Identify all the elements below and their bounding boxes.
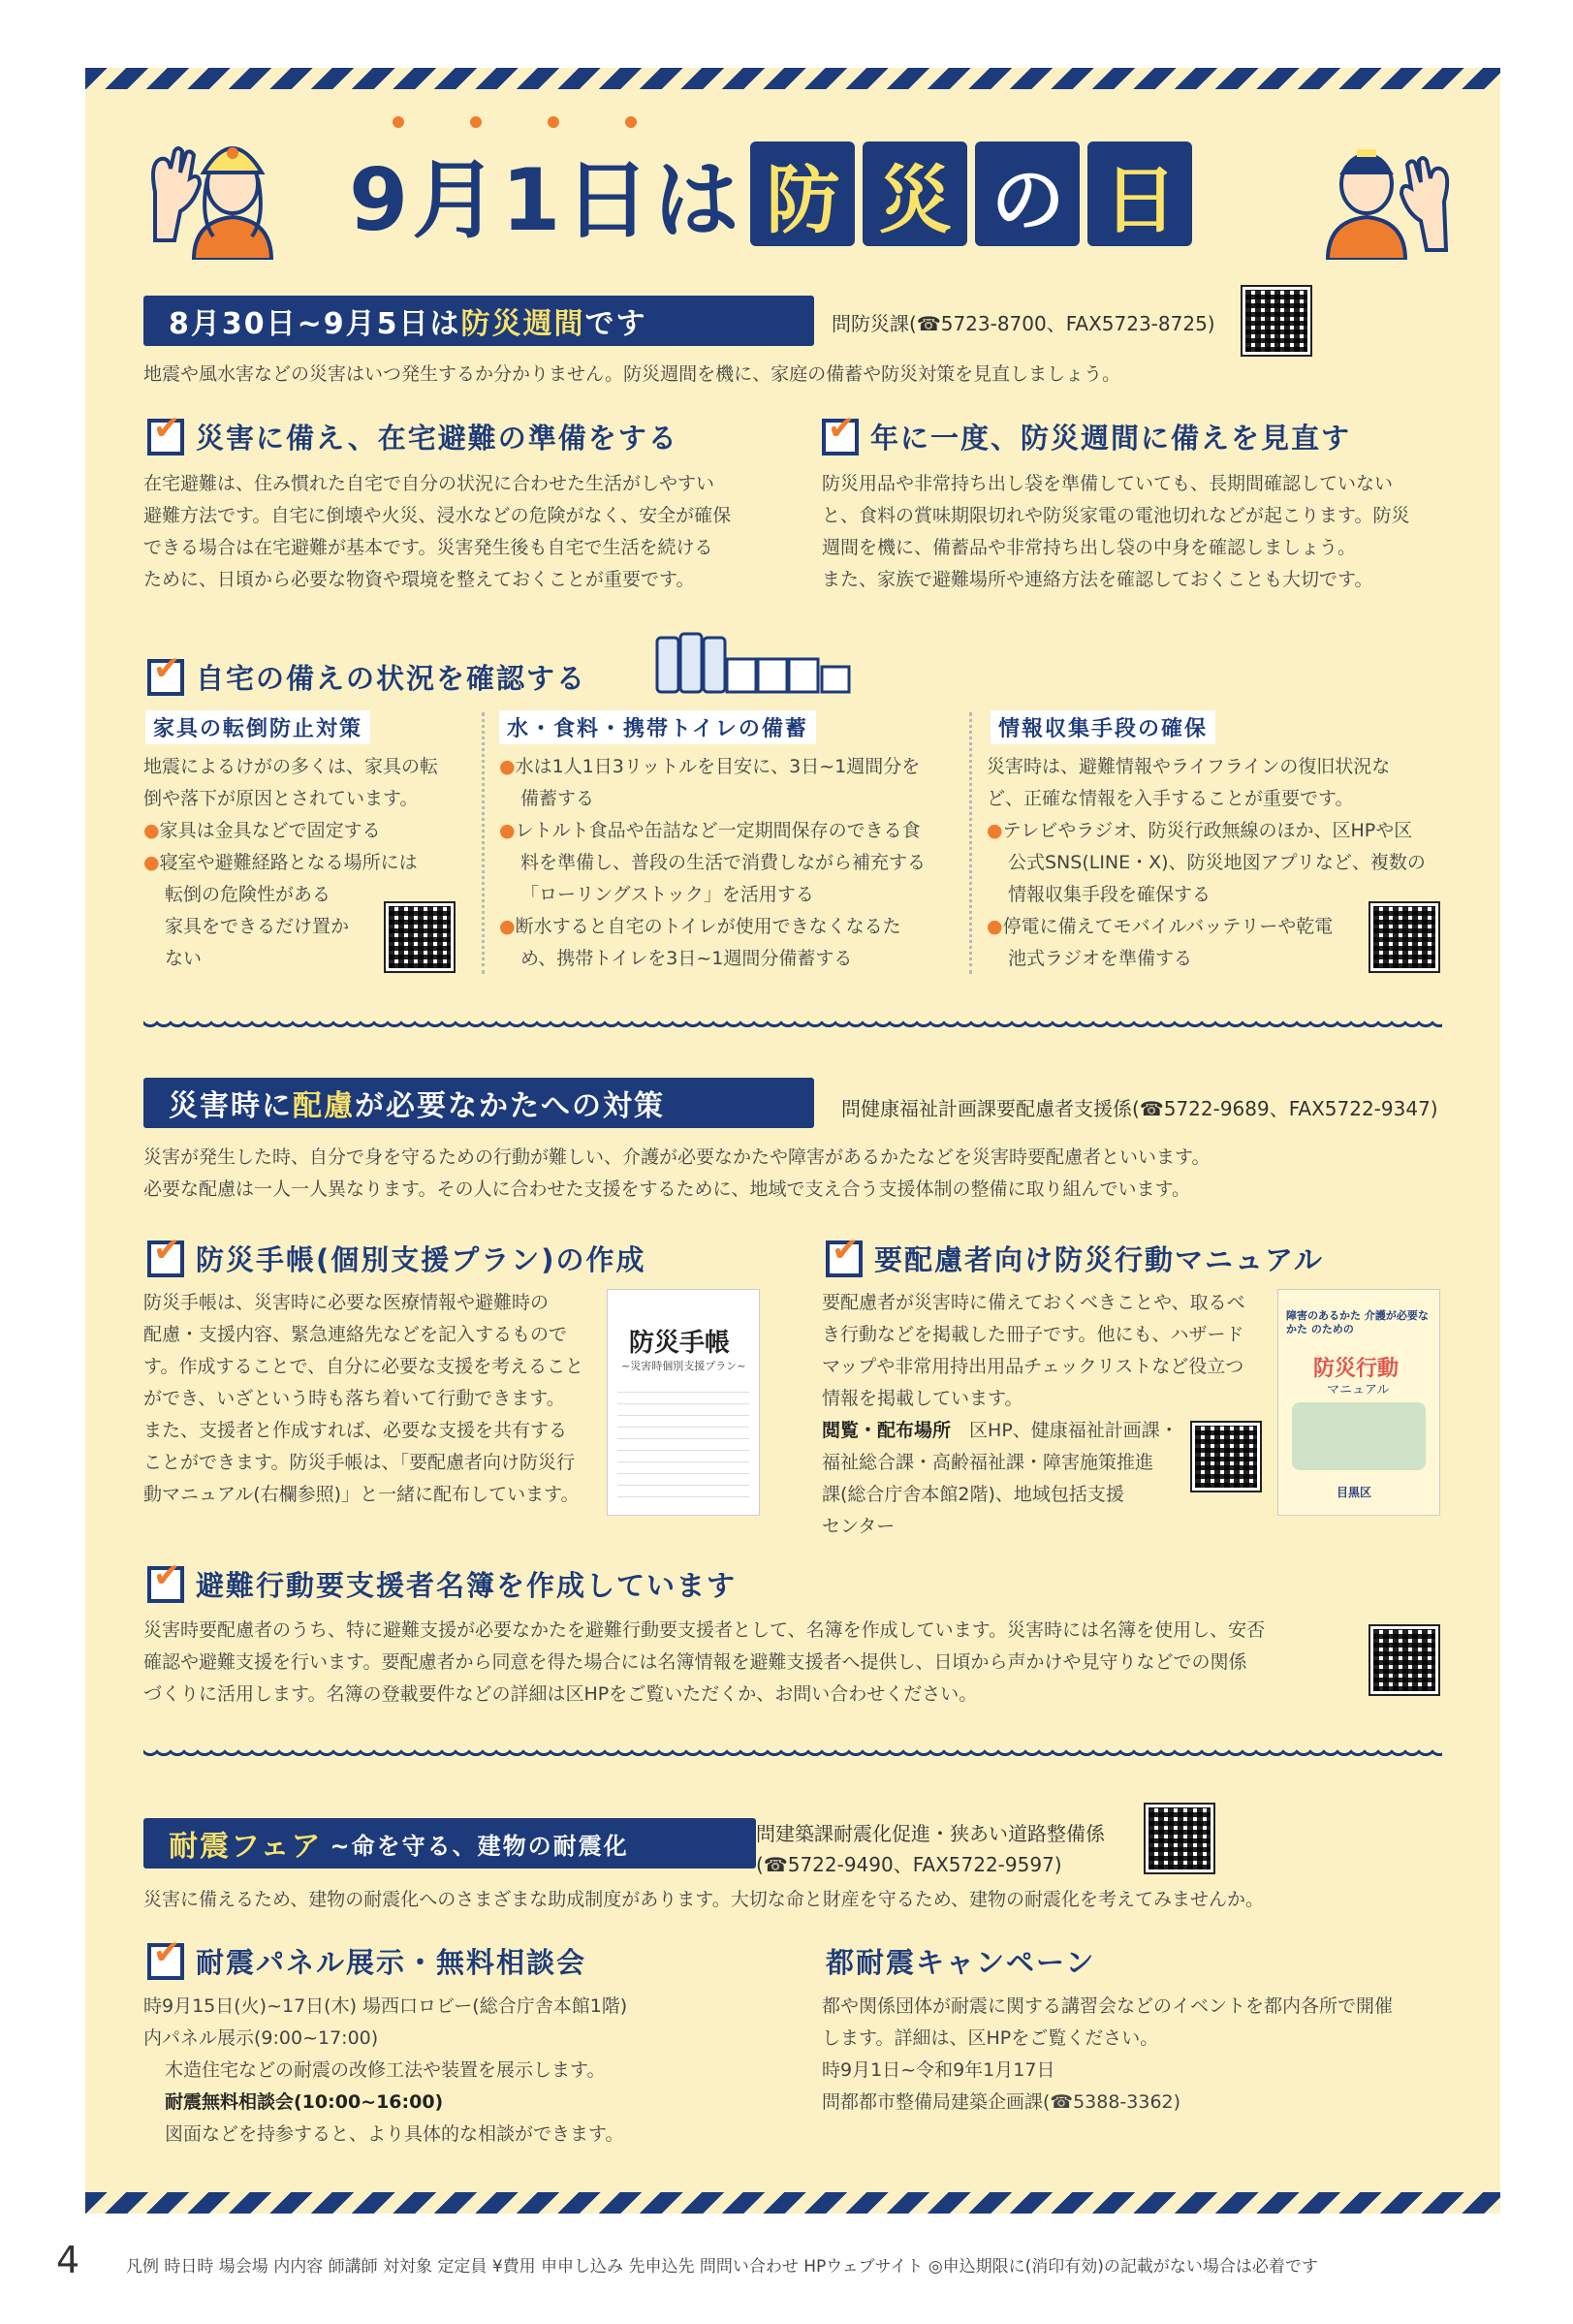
col2-bullet-text: レトルト食品や缶詰など一定期間保存のできる食 (515, 820, 921, 841)
panel-line: 図面などを持参すると、より具体的な相談ができます。 (165, 2123, 624, 2145)
sec1-body (143, 468, 773, 596)
panel-body (143, 1991, 783, 2151)
manual-image-footer: 目黒区 (1337, 1486, 1372, 1499)
col3-bullet-text: テレビやラジオ、防災行政無線のほか、区HPや区 (1002, 820, 1413, 841)
roster-line: 確認や避難支援を行います。要配慮者から同意を得た場合には名簿情報を避難支援者へ提供し、日頃から声かけや見守りなどでの関係 (143, 1651, 1247, 1673)
col3-subheading: 情報収集手段の確保 (991, 710, 1215, 744)
check-icon (147, 659, 184, 696)
qr-code-info (1370, 903, 1438, 971)
col3-line: 災害時は、避難情報やライフラインの復旧状況な (987, 756, 1391, 777)
quake-contact-line: 問建築課耐震化促進・狭あい道路整備係 (756, 1822, 1105, 1845)
title-date: 9月1日は (349, 150, 743, 250)
sec1-heading-text: 災害に備え、在宅避難の準備をする (196, 422, 678, 455)
panel-heading (147, 1941, 586, 1981)
sec2-heading (822, 417, 1351, 456)
check-icon (147, 419, 184, 455)
male-firefighter-illustration (1299, 124, 1473, 260)
column-divider (969, 712, 972, 974)
care-contact: 問健康福祉計画課要配慮者支援係(☎5722-9689、FAX5722-9347) (841, 1097, 1438, 1120)
bullet-icon: ● (499, 820, 516, 841)
col1-subheading: 家具の転倒防止対策 (145, 710, 370, 744)
col1-line: 倒や落下が原因とされています。 (143, 788, 419, 809)
week-intro: 地震や風水害などの災害はいつ発生するか分かりません。防災週間を機に、家庭の備蓄や防災対策を見直しましょう。 (143, 363, 1121, 385)
qr-code-week (1243, 287, 1310, 355)
sec3-heading (147, 657, 586, 697)
roster-line: づくりに活用します。名簿の登載要件などの詳細は区HPをご覧いただくか、お問い合わせください。 (143, 1683, 978, 1705)
roster-body (143, 1615, 1345, 1711)
col1-bullet-text: 家具は金具などで固定する (159, 820, 381, 841)
qr-code-quake (1146, 1805, 1213, 1872)
legend: 凡例 時日時 場会場 内内容 師講師 対対象 定定員 ¥費用 申申し込み 先申込先 問問い合わせ HPウェブサイト ◎申込期限に(消印有効)の記載がない場合は必着です (126, 2257, 1318, 2277)
col1-line: 地震によるけがの多くは、家具の転 (143, 756, 439, 777)
col3-bullet-text: 池式ラジオを準備する (1008, 948, 1193, 969)
manual-line: マップや非常用持出用品チェックリストなど役立つ (822, 1356, 1244, 1377)
campaign-line: します。詳細は、区HPをご覧ください。 (822, 2027, 1159, 2049)
week-banner (143, 296, 814, 346)
manual-place-line: センター (822, 1516, 896, 1537)
panel-line: 時9月15日(火)~17日(木) 場西口ロビー(総合庁舎本館1階) (143, 1995, 628, 2017)
manual-line: 情報を掲載しています。 (822, 1388, 1023, 1409)
quake-banner (143, 1818, 756, 1869)
sec1-line: ために、日頃から必要な物資や環境を整えておくことが重要です。 (143, 569, 695, 590)
manual-line: き行動などを掲載した冊子です。他にも、ハザード (822, 1324, 1244, 1345)
roster-heading-text: 避難行動要支援者名簿を作成しています (196, 1569, 738, 1602)
check-icon (147, 1241, 184, 1277)
manual-place-line: 課(総合庁舎本館2階)、地域包括支援 (822, 1484, 1124, 1505)
manual-heading (826, 1239, 1324, 1278)
quake-banner-highlight: 耐震フェア (169, 1830, 323, 1864)
week-banner-pre: 8月30日~9月5日は (169, 307, 461, 341)
sec1-line: できる場合は在宅避難が基本です。災害発生後も自宅で生活を続ける (143, 537, 713, 558)
panel-line: 木造住宅などの耐震の改修工法や装置を展示します。 (165, 2059, 606, 2081)
sec1-heading (147, 417, 678, 456)
sec2-heading-text: 年に一度、防災週間に備えを見直す (870, 422, 1352, 455)
notebook-image-subtitle: ~災害時個別支援プラン~ (621, 1360, 746, 1372)
care-banner-pre: 災害時に (169, 1089, 293, 1123)
panel-line: 内パネル展示(9:00~17:00) (143, 2027, 379, 2049)
manual-image (1277, 1289, 1440, 1516)
care-banner-post: が必要なかたへの対策 (355, 1089, 665, 1123)
manual-image-illustration (1292, 1402, 1426, 1470)
notebook-image (607, 1289, 760, 1516)
quake-contact (756, 1818, 1105, 1880)
manual-body (822, 1287, 1248, 1543)
manual-image-title: 防災行動 (1313, 1357, 1400, 1381)
col1-bullet (143, 847, 463, 879)
sec2-line: また、家族で避難場所や連絡方法を確認しておくことも大切です。 (822, 569, 1373, 590)
page-number: 4 (56, 2239, 80, 2281)
panel-line: 耐震無料相談会(10:00~16:00) (165, 2091, 444, 2113)
col1-bullet-text: ない (165, 948, 203, 969)
notebook-line: 配慮・支援内容、緊急連絡先などを記入するもので (143, 1324, 568, 1345)
bullet-icon: ● (143, 852, 160, 873)
title-box-1: 防 (750, 141, 855, 246)
col2-bullet (499, 911, 955, 943)
manual-place-label: 閲覧・配布場所 (822, 1420, 952, 1441)
col2-bullet-text: 料を準備し、普段の生活で消費しながら補充する (520, 852, 927, 873)
page-title (349, 136, 1192, 252)
qr-code-roster (1370, 1626, 1438, 1694)
col2-bullet-text: め、携帯トイレを3日~1週間分備蓄する (520, 948, 853, 969)
title-box-3: の (975, 141, 1080, 246)
manual-line: 要配慮者が災害時に備えておくべきことや、取るべ (822, 1292, 1245, 1313)
week-contact: 問防災課(☎5723-8700、FAX5723-8725) (832, 312, 1215, 335)
bullet-icon: ● (987, 916, 1003, 937)
title-box-4: 日 (1087, 141, 1192, 246)
care-banner (143, 1078, 814, 1128)
campaign-body (822, 1991, 1462, 2119)
notebook-image-lines (617, 1381, 749, 1497)
check-icon (822, 419, 859, 455)
col2-body (499, 751, 955, 975)
notebook-line: 防災手帳は、災害時に必要な医療情報や避難時の (143, 1292, 550, 1313)
manual-heading-text: 要配慮者向け防災行動マニュアル (874, 1243, 1324, 1276)
manual-image-subtitle: マニュアル (1327, 1383, 1390, 1398)
col1-bullet-text: 寝室や避難経路となる場所には (159, 852, 418, 873)
qr-code-furniture (386, 903, 454, 971)
notebook-line: ができ、いざという時も落ち着いて行動できます。 (143, 1388, 565, 1409)
col2-bullet (499, 815, 955, 847)
campaign-line: 問都都市整備局建築企画課(☎5388-3362) (822, 2091, 1181, 2113)
notebook-line: す。作成することで、自分に必要な支援を考えること (143, 1356, 584, 1377)
col3-line: ど、正確な情報を入手することが重要です。 (987, 788, 1354, 809)
col2-bullet-text: 備蓄する (520, 788, 595, 809)
water-bottles-illustration (651, 620, 865, 698)
week-banner-highlight: 防災週間 (460, 307, 585, 341)
col3-bullet-text: 公式SNS(LINE・X)、防災地図アプリなど、複数の (1008, 852, 1426, 873)
campaign-line: 時9月1日~令和9年1月17日 (822, 2059, 1055, 2081)
sec2-line: 週間を機に、備蓄品や非常持ち出し袋の中身を確認しましょう。 (822, 537, 1357, 558)
column-divider (482, 712, 485, 974)
bullet-icon: ● (499, 756, 516, 777)
col1-bullet-text: 転倒の危険性がある (165, 884, 331, 905)
notebook-heading-text: 防災手帳(個別支援プラン)の作成 (196, 1243, 646, 1276)
notebook-line: ことができます。防災手帳は、「要配慮者向け防災行 (143, 1452, 575, 1473)
notebook-line: また、支援者と作成すれば、必要な支援を共有する (143, 1420, 568, 1441)
title-accent-dots (393, 116, 848, 132)
care-intro-line: 災害が発生した時、自分で身を守るための行動が難しい、介護が必要なかたや障害があるかたなどを災害時要配慮者といいます。 (143, 1146, 1211, 1168)
care-banner-highlight: 配慮 (293, 1089, 355, 1123)
campaign-line: 都や関係団体が耐震に関する講習会などのイベントを都内各所で開催 (822, 1995, 1394, 2017)
col1-bullet (143, 815, 463, 847)
col3-bullet-text: 情報収集手段を確保する (1008, 884, 1211, 905)
col3-bullet-text: 停電に備えてモバイルバッテリーや乾電 (1002, 916, 1334, 937)
roster-heading (147, 1564, 737, 1604)
female-firefighter-illustration (145, 124, 310, 260)
col1-bullet-text: 家具をできるだけ置か (165, 916, 350, 937)
care-intro (143, 1142, 1210, 1206)
panel-heading-text: 耐震パネル展示・無料相談会 (196, 1946, 587, 1979)
wave-divider (143, 1748, 1442, 1762)
week-banner-post: です (584, 307, 647, 341)
campaign-heading (826, 1941, 1095, 1981)
bullet-icon: ● (143, 820, 160, 841)
col2-bullet (499, 751, 955, 783)
sec2-body (822, 468, 1462, 596)
manual-image-top: 障害のあるかた 介護が必要なかた のための (1286, 1309, 1429, 1335)
check-icon (147, 1566, 184, 1603)
bottom-stripe-border (85, 2192, 1500, 2214)
qr-code-manual (1192, 1423, 1260, 1491)
title-box-2: 災 (863, 141, 967, 246)
quake-intro: 災害に備えるため、建物の耐震化へのさまざまな助成制度があります。大切な命と財産を守るため、建物の耐震化を考えてみませんか。 (143, 1889, 1264, 1910)
col2-subheading: 水・食料・携帯トイレの備蓄 (499, 710, 816, 744)
notebook-heading (147, 1239, 646, 1278)
bullet-icon: ● (987, 820, 1003, 841)
bullet-icon: ● (499, 916, 516, 937)
manual-place-line: 福祉総合課・高齢福祉課・障害施策推進 (822, 1452, 1154, 1473)
notebook-line: 動マニュアル(右欄参照)」と一緒に配布しています。 (143, 1484, 580, 1505)
sec2-line: 防災用品や非常持ち出し袋を準備していても、長期間確認していない (822, 473, 1394, 494)
check-icon (147, 1943, 184, 1980)
sec3-heading-text: 自宅の備えの状況を確認する (196, 662, 587, 695)
sec1-line: 在宅避難は、住み慣れた自宅で自分の状況に合わせた生活がしやすい (143, 473, 715, 494)
col2-bullet-text: 「ローリングストック」を活用する (520, 884, 814, 905)
quake-contact-line: (☎5722-9490、FAX5722-9597) (756, 1853, 1062, 1876)
top-stripe-border (85, 68, 1500, 89)
wave-divider (143, 1020, 1442, 1033)
col2-bullet-text: 断水すると自宅のトイレが使用できなくなるた (515, 916, 901, 937)
check-icon (826, 1241, 863, 1277)
campaign-heading-text: 都耐震キャンペーン (826, 1946, 1096, 1979)
notebook-image-title: 防災手帳 (629, 1329, 731, 1358)
quake-banner-post: ~命を守る、建物の耐震化 (330, 1832, 629, 1860)
sec1-line: 避難方法です。自宅に倒壊や火災、浸水などの危険がなく、安全が確保 (143, 505, 732, 526)
roster-line: 災害時要配慮者のうち、特に避難支援が必要なかたを避難行動要支援者として、名簿を作成しています。災害時には名簿を使用し、安否 (143, 1619, 1266, 1641)
col2-bullet-text: 水は1人1日3リットルを目安に、3日~1週間分を (515, 756, 921, 777)
col3-bullet (987, 815, 1452, 847)
care-intro-line: 必要な配慮は一人一人異なります。その人に合わせた支援をするために、地域で支え合う支援体制の整備に取り組んでいます。 (143, 1178, 1190, 1200)
manual-place-line: 区HP、健康福祉計画課・ (969, 1420, 1179, 1441)
notebook-body (143, 1287, 599, 1511)
sec2-line: と、食料の賞味期限切れや防災家電の電池切れなどが起こります。防災 (822, 505, 1410, 526)
